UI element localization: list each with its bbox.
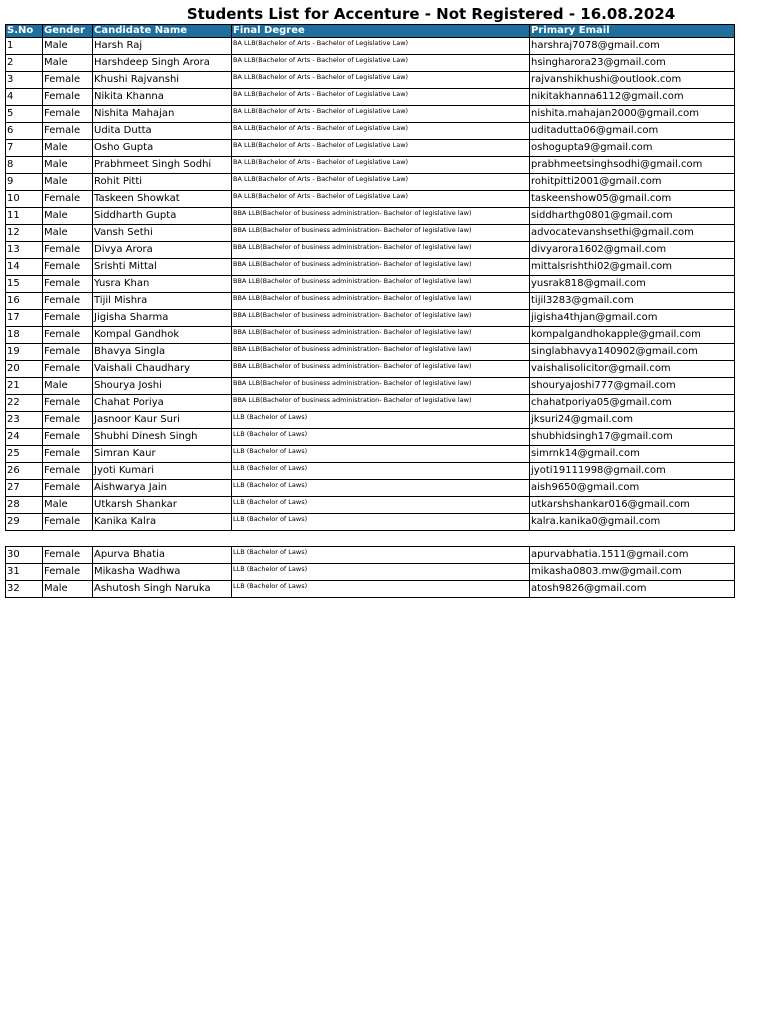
cell-final-degree: LLB (Bachelor of Laws) [232,429,530,446]
cell-primary-email: yusrak818@gmail.com [530,276,735,293]
cell-sno: 10 [6,191,43,208]
cell-candidate-name: Taskeen Showkat [93,191,232,208]
cell-final-degree: BBA LLB(Bachelor of business administration- Bachelor of legislative law) [232,395,530,412]
cell-candidate-name: Aishwarya Jain [93,480,232,497]
cell-primary-email: advocatevanshsethi@gmail.com [530,225,735,242]
cell-sno: 3 [6,72,43,89]
cell-primary-email: siddharthg0801@gmail.com [530,208,735,225]
cell-final-degree: BA LLB(Bachelor of Arts - Bachelor of Legislative Law) [232,55,530,72]
cell-gender: Female [43,412,93,429]
cell-sno: 23 [6,412,43,429]
cell-sno: 29 [6,514,43,531]
cell-gender: Female [43,547,93,564]
cell-sno: 25 [6,446,43,463]
cell-final-degree: BA LLB(Bachelor of Arts - Bachelor of Legislative Law) [232,38,530,55]
cell-sno: 19 [6,344,43,361]
cell-sno: 12 [6,225,43,242]
cell-gender: Female [43,480,93,497]
table-row [6,310,735,327]
cell-final-degree: LLB (Bachelor of Laws) [232,412,530,429]
cell-candidate-name: Yusra Khan [93,276,232,293]
table-row [6,191,735,208]
cell-candidate-name: Harshdeep Singh Arora [93,55,232,72]
cell-gender: Male [43,581,93,598]
cell-primary-email: oshogupta9@gmail.com [530,140,735,157]
cell-sno: 6 [6,123,43,140]
cell-sno: 8 [6,157,43,174]
table-row [6,276,735,293]
students-table-body [6,38,735,531]
cell-final-degree: BBA LLB(Bachelor of business administration- Bachelor of legislative law) [232,378,530,395]
cell-primary-email: jyoti19111998@gmail.com [530,463,735,480]
table-row [6,412,735,429]
cell-gender: Male [43,497,93,514]
cell-final-degree: BA LLB(Bachelor of Arts - Bachelor of Legislative Law) [232,157,530,174]
table-row [6,344,735,361]
cell-final-degree: BBA LLB(Bachelor of business administration- Bachelor of legislative law) [232,259,530,276]
table-row [6,140,735,157]
table-row [6,327,735,344]
cell-primary-email: chahatporiya05@gmail.com [530,395,735,412]
cell-sno: 26 [6,463,43,480]
cell-final-degree: BBA LLB(Bachelor of business administration- Bachelor of legislative law) [232,225,530,242]
cell-gender: Female [43,446,93,463]
cell-primary-email: kalra.kanika0@gmail.com [530,514,735,531]
cell-primary-email: jigisha4thjan@gmail.com [530,310,735,327]
cell-primary-email: apurvabhatia.1511@gmail.com [530,547,735,564]
header-candidate-name: Candidate Name [93,25,232,38]
table-row [6,293,735,310]
cell-candidate-name: Shourya Joshi [93,378,232,395]
table-header-row [6,25,735,38]
cell-final-degree: BA LLB(Bachelor of Arts - Bachelor of Legislative Law) [232,89,530,106]
cell-candidate-name: Utkarsh Shankar [93,497,232,514]
cell-primary-email: tijil3283@gmail.com [530,293,735,310]
cell-primary-email: divyarora1602@gmail.com [530,242,735,259]
cell-candidate-name: Ashutosh Singh Naruka [93,581,232,598]
cell-gender: Female [43,123,93,140]
cell-candidate-name: Apurva Bhatia [93,547,232,564]
table-row [6,514,735,531]
cell-sno: 9 [6,174,43,191]
table-row [6,429,735,446]
cell-final-degree: BA LLB(Bachelor of Arts - Bachelor of Legislative Law) [232,191,530,208]
cell-candidate-name: Vaishali Chaudhary [93,361,232,378]
cell-final-degree: LLB (Bachelor of Laws) [232,480,530,497]
cell-primary-email: nishita.mahajan2000@gmail.com [530,106,735,123]
cell-primary-email: vaishalisolicitor@gmail.com [530,361,735,378]
cell-primary-email: kompalgandhokapple@gmail.com [530,327,735,344]
cell-gender: Female [43,514,93,531]
cell-sno: 31 [6,564,43,581]
cell-final-degree: BA LLB(Bachelor of Arts - Bachelor of Legislative Law) [232,123,530,140]
cell-primary-email: rohitpitti2001@gmail.com [530,174,735,191]
table-row [6,106,735,123]
cell-final-degree: BBA LLB(Bachelor of business administration- Bachelor of legislative law) [232,276,530,293]
cell-candidate-name: Mikasha Wadhwa [93,564,232,581]
cell-primary-email: prabhmeetsinghsodhi@gmail.com [530,157,735,174]
table-row [6,480,735,497]
table-row [6,123,735,140]
cell-gender: Female [43,429,93,446]
cell-candidate-name: Osho Gupta [93,140,232,157]
cell-sno: 17 [6,310,43,327]
cell-final-degree: BA LLB(Bachelor of Arts - Bachelor of Legislative Law) [232,174,530,191]
table-row [6,564,735,581]
cell-sno: 24 [6,429,43,446]
table-row [6,157,735,174]
cell-candidate-name: Siddharth Gupta [93,208,232,225]
cell-gender: Male [43,55,93,72]
cell-sno: 28 [6,497,43,514]
table-row [6,497,735,514]
page-title: Students List for Accenture - Not Registered - 16.08.2024 [186,5,676,23]
cell-final-degree: LLB (Bachelor of Laws) [232,463,530,480]
cell-sno: 5 [6,106,43,123]
cell-primary-email: shouryajoshi777@gmail.com [530,378,735,395]
cell-candidate-name: Jasnoor Kaur Suri [93,412,232,429]
cell-sno: 13 [6,242,43,259]
cell-sno: 32 [6,581,43,598]
cell-final-degree: LLB (Bachelor of Laws) [232,547,530,564]
cell-sno: 27 [6,480,43,497]
cell-primary-email: atosh9826@gmail.com [530,581,735,598]
table-row [6,174,735,191]
cell-gender: Female [43,344,93,361]
cell-gender: Female [43,276,93,293]
cell-candidate-name: Divya Arora [93,242,232,259]
cell-gender: Female [43,463,93,480]
cell-primary-email: simrnk14@gmail.com [530,446,735,463]
cell-gender: Male [43,174,93,191]
cell-primary-email: nikitakhanna6112@gmail.com [530,89,735,106]
cell-final-degree: BA LLB(Bachelor of Arts - Bachelor of Legislative Law) [232,140,530,157]
table-row [6,38,735,55]
cell-final-degree: BBA LLB(Bachelor of business administration- Bachelor of legislative law) [232,327,530,344]
table-row [6,225,735,242]
cell-sno: 30 [6,547,43,564]
cell-candidate-name: Rohit Pitti [93,174,232,191]
table-row [6,361,735,378]
cell-final-degree: LLB (Bachelor of Laws) [232,514,530,531]
cell-primary-email: utkarshshankar016@gmail.com [530,497,735,514]
cell-gender: Female [43,327,93,344]
cell-sno: 14 [6,259,43,276]
table-row [6,547,735,564]
cell-final-degree: BBA LLB(Bachelor of business administration- Bachelor of legislative law) [232,344,530,361]
cell-final-degree: BA LLB(Bachelor of Arts - Bachelor of Legislative Law) [232,106,530,123]
table-row [6,463,735,480]
cell-candidate-name: Nishita Mahajan [93,106,232,123]
table-row [6,378,735,395]
cell-final-degree: LLB (Bachelor of Laws) [232,497,530,514]
cell-final-degree: BBA LLB(Bachelor of business administration- Bachelor of legislative law) [232,208,530,225]
cell-sno: 18 [6,327,43,344]
cell-final-degree: LLB (Bachelor of Laws) [232,564,530,581]
cell-gender: Male [43,140,93,157]
cell-gender: Female [43,72,93,89]
cell-candidate-name: Nikita Khanna [93,89,232,106]
cell-sno: 11 [6,208,43,225]
cell-gender: Female [43,310,93,327]
students-table-continued-body [6,547,735,598]
cell-candidate-name: Vansh Sethi [93,225,232,242]
table-row [6,259,735,276]
cell-primary-email: singlabhavya140902@gmail.com [530,344,735,361]
cell-gender: Male [43,157,93,174]
cell-sno: 4 [6,89,43,106]
cell-sno: 20 [6,361,43,378]
cell-candidate-name: Kanika Kalra [93,514,232,531]
cell-final-degree: BBA LLB(Bachelor of business administration- Bachelor of legislative law) [232,310,530,327]
cell-primary-email: mittalsrishthi02@gmail.com [530,259,735,276]
table-row [6,89,735,106]
table-row [6,208,735,225]
cell-sno: 1 [6,38,43,55]
cell-final-degree: BA LLB(Bachelor of Arts - Bachelor of Legislative Law) [232,72,530,89]
table-row [6,581,735,598]
cell-sno: 15 [6,276,43,293]
cell-candidate-name: Tijil Mishra [93,293,232,310]
cell-candidate-name: Udita Dutta [93,123,232,140]
cell-gender: Female [43,293,93,310]
cell-candidate-name: Shubhi Dinesh Singh [93,429,232,446]
cell-gender: Male [43,38,93,55]
header-final-degree: Final Degree [232,25,530,38]
header-primary-email: Primary Email [530,25,735,38]
cell-final-degree: BBA LLB(Bachelor of business administration- Bachelor of legislative law) [232,293,530,310]
cell-candidate-name: Harsh Raj [93,38,232,55]
table-row [6,446,735,463]
table-row [6,55,735,72]
header-sno: S.No [6,25,43,38]
cell-final-degree: LLB (Bachelor of Laws) [232,581,530,598]
cell-final-degree: BBA LLB(Bachelor of business administration- Bachelor of legislative law) [232,361,530,378]
students-table-continued [5,546,735,598]
cell-primary-email: jksuri24@gmail.com [530,412,735,429]
cell-gender: Female [43,106,93,123]
header-gender: Gender [43,25,93,38]
cell-gender: Female [43,564,93,581]
cell-sno: 21 [6,378,43,395]
cell-sno: 22 [6,395,43,412]
cell-sno: 16 [6,293,43,310]
cell-gender: Female [43,395,93,412]
cell-primary-email: uditadutta06@gmail.com [530,123,735,140]
cell-candidate-name: Khushi Rajvanshi [93,72,232,89]
cell-primary-email: hsingharora23@gmail.com [530,55,735,72]
cell-sno: 2 [6,55,43,72]
cell-gender: Female [43,191,93,208]
cell-primary-email: aish9650@gmail.com [530,480,735,497]
students-table [5,24,735,531]
cell-candidate-name: Kompal Gandhok [93,327,232,344]
cell-final-degree: BBA LLB(Bachelor of business administration- Bachelor of legislative law) [232,242,530,259]
cell-primary-email: rajvanshikhushi@outlook.com [530,72,735,89]
cell-gender: Female [43,361,93,378]
cell-gender: Female [43,259,93,276]
table-row [6,242,735,259]
cell-primary-email: shubhidsingh17@gmail.com [530,429,735,446]
cell-candidate-name: Simran Kaur [93,446,232,463]
cell-primary-email: taskeenshow05@gmail.com [530,191,735,208]
cell-gender: Male [43,378,93,395]
table-row [6,395,735,412]
cell-gender: Male [43,225,93,242]
cell-candidate-name: Jigisha Sharma [93,310,232,327]
cell-primary-email: harshraj7078@gmail.com [530,38,735,55]
table-row [6,72,735,89]
cell-final-degree: LLB (Bachelor of Laws) [232,446,530,463]
cell-candidate-name: Prabhmeet Singh Sodhi [93,157,232,174]
cell-primary-email: mikasha0803.mw@gmail.com [530,564,735,581]
cell-candidate-name: Bhavya Singla [93,344,232,361]
cell-gender: Male [43,208,93,225]
cell-gender: Female [43,242,93,259]
cell-candidate-name: Srishti Mittal [93,259,232,276]
cell-candidate-name: Chahat Poriya [93,395,232,412]
cell-candidate-name: Jyoti Kumari [93,463,232,480]
cell-sno: 7 [6,140,43,157]
cell-gender: Female [43,89,93,106]
